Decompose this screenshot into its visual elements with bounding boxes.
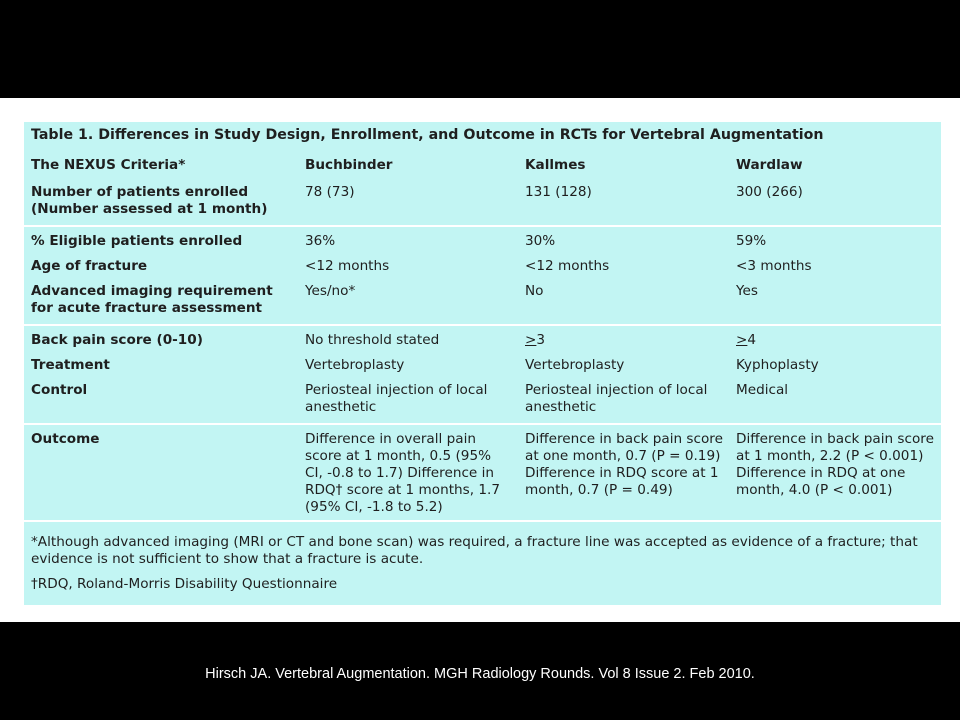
table-row bbox=[24, 325, 941, 353]
cell-buchbinder: No threshold stated bbox=[298, 325, 518, 353]
row-label: % Eligible patients enrolled bbox=[24, 226, 298, 254]
table-panel bbox=[24, 122, 941, 605]
row-label: Advanced imaging requirement for acute fracture assessment bbox=[31, 283, 273, 316]
cell-wardlaw: >4 bbox=[729, 325, 941, 353]
table-header-row bbox=[24, 151, 941, 180]
cell-buchbinder: Difference in overall pain score at 1 month, 0.5 (95% CI, -0.8 to 1.7) Difference in RDQ† score at 1 months, 1.7 (95% CI, -1.8 to 5.2) bbox=[298, 424, 518, 520]
cell-buchbinder: 36% bbox=[298, 226, 518, 254]
header-criteria: The NEXUS Criteria* bbox=[31, 157, 186, 173]
table-row bbox=[24, 353, 941, 378]
header-wardlaw: Wardlaw bbox=[736, 157, 803, 173]
cell-buchbinder: <12 months bbox=[305, 258, 390, 274]
cell-buchbinder: 78 (73) bbox=[305, 184, 355, 200]
cell-kallmes: No bbox=[525, 283, 544, 299]
cell-wardlaw: Difference in back pain score at 1 month, 2.2 (P < 0.001) Difference in RDQ at one month, 4.0 (P < 0.001) bbox=[729, 424, 941, 520]
comparison-table bbox=[24, 151, 941, 520]
row-label: Back pain score (0-10) bbox=[24, 325, 298, 353]
cell-wardlaw: Yes bbox=[736, 283, 758, 299]
cell-buchbinder: Vertebroplasty bbox=[305, 357, 405, 373]
cell-wardlaw: Kyphoplasty bbox=[736, 357, 819, 373]
cell-kallmes: Periosteal injection of local anesthetic bbox=[525, 382, 708, 415]
table-row bbox=[24, 226, 941, 254]
cell-buchbinder: Yes/no* bbox=[305, 283, 356, 299]
citation: Hirsch JA. Vertebral Augmentation. MGH Radiology Rounds. Vol 8 Issue 2. Feb 2010. bbox=[205, 666, 755, 682]
cell-wardlaw: <3 months bbox=[736, 258, 812, 274]
table-row bbox=[24, 254, 941, 279]
table-row bbox=[24, 378, 941, 424]
header-buchbinder: Buchbinder bbox=[305, 157, 393, 173]
cell-buchbinder: Periosteal injection of local anesthetic bbox=[305, 382, 488, 415]
cell-wardlaw: 300 (266) bbox=[736, 184, 803, 200]
cell-kallmes: 30% bbox=[518, 226, 729, 254]
table-row bbox=[24, 180, 941, 226]
cell-kallmes: <12 months bbox=[525, 258, 610, 274]
row-label: Number of patients enrolled (Number assessed at 1 month) bbox=[31, 184, 268, 217]
table-title: Table 1. Differences in Study Design, Enrollment, and Outcome in RCTs for Vertebral Augmentation bbox=[31, 127, 824, 143]
row-label: Outcome bbox=[24, 424, 298, 520]
table-row bbox=[24, 279, 941, 325]
cell-kallmes: Difference in back pain score at one month, 0.7 (P = 0.19) Difference in RDQ score at 1 month, 0.7 (P = 0.49) bbox=[518, 424, 729, 520]
table-row bbox=[24, 424, 941, 520]
footnote-imaging: *Although advanced imaging (MRI or CT and bone scan) was required, a fracture line was accepted as evidence of a fracture; that evidence is not sufficient to show that a fracture is acute. bbox=[31, 534, 918, 567]
cell-kallmes: 131 (128) bbox=[525, 184, 592, 200]
cell-wardlaw: Medical bbox=[736, 382, 789, 398]
row-label: Treatment bbox=[31, 357, 110, 373]
row-label: Control bbox=[31, 382, 88, 398]
header-kallmes: Kallmes bbox=[525, 157, 586, 173]
cell-wardlaw: 59% bbox=[729, 226, 941, 254]
cell-kallmes: Vertebroplasty bbox=[525, 357, 625, 373]
footnote-rdq: †RDQ, Roland-Morris Disability Questionnaire bbox=[31, 576, 338, 592]
footnotes bbox=[24, 520, 941, 593]
cell-kallmes: >3 bbox=[518, 325, 729, 353]
row-label: Age of fracture bbox=[31, 258, 148, 274]
